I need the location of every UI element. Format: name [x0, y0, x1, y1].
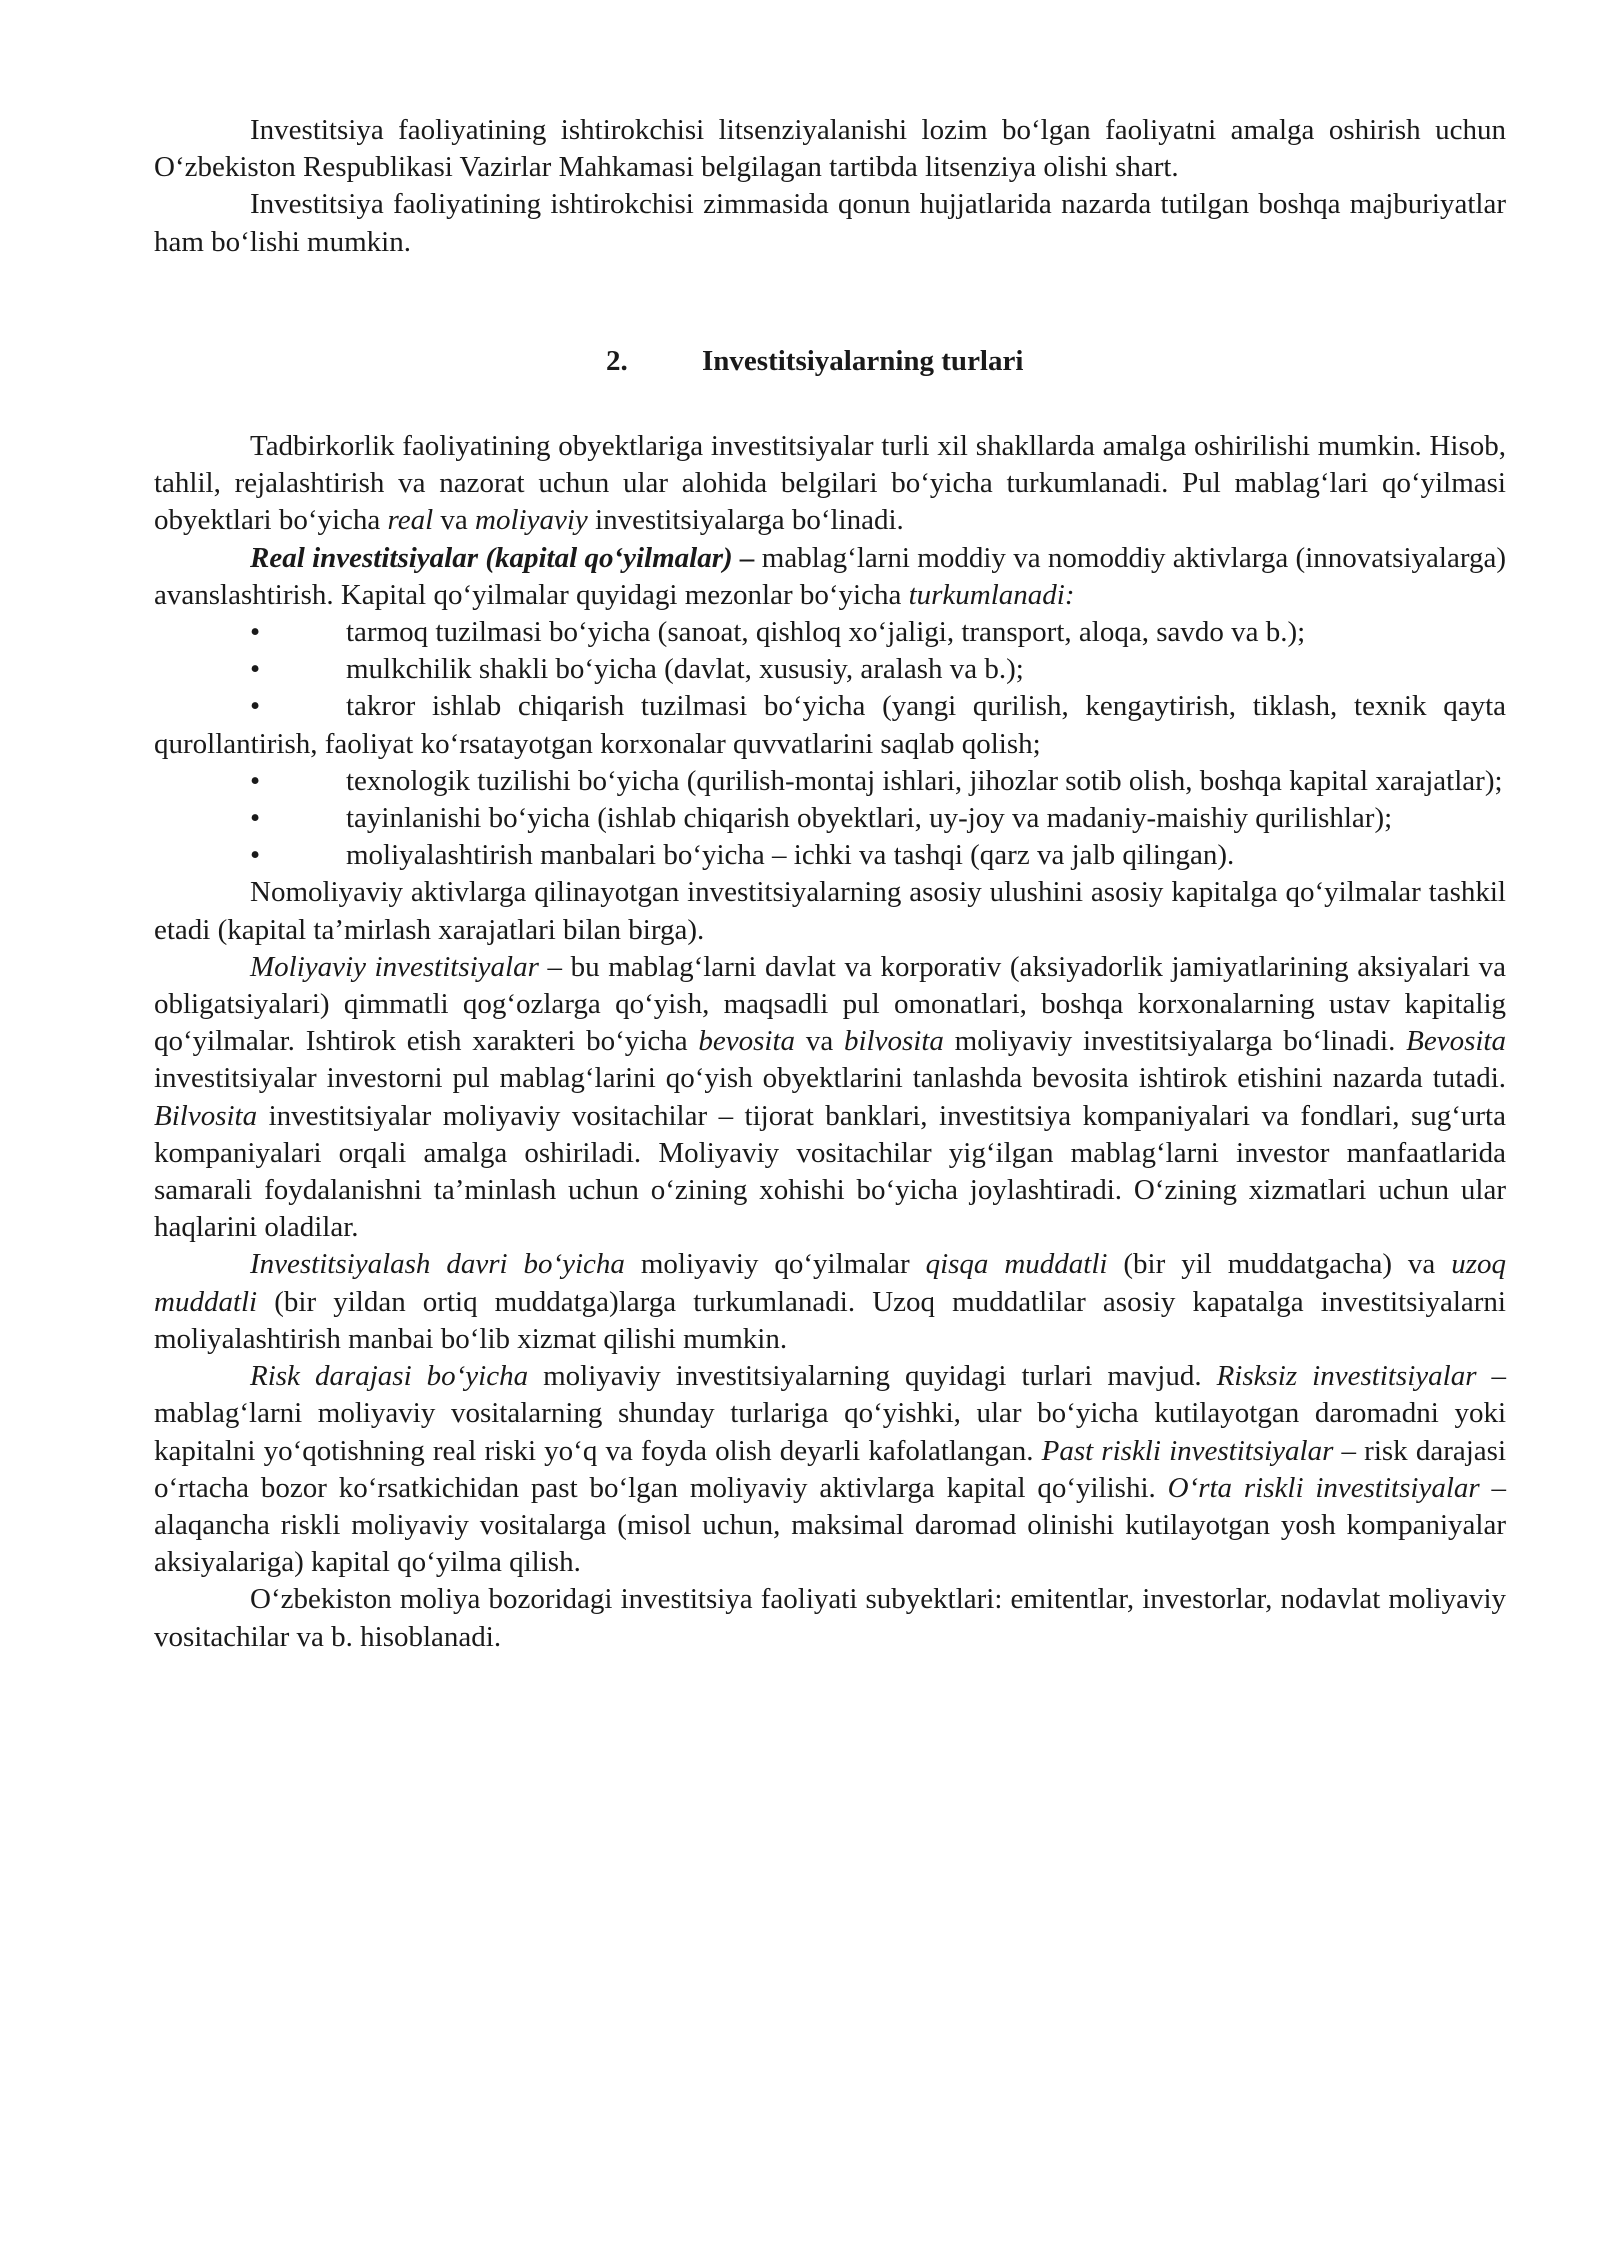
text-span: (bir yil muddatgacha) va	[1107, 1248, 1452, 1281]
paragraph-risk-level	[154, 1358, 1506, 1581]
text-span: investitsiyalar moliyaviy vositachilar – tijorat banklari, investitsiya kompaniyalari va fondlari, sug‘urta kompaniyalari orqali amalga oshiriladi. Moliyaviy vositachilar yig‘ilgan mablag‘larni investor manfaatlarida samarali foydalanishni ta’minlash uchun o‘zining xohishi bo‘yicha joylashtiradi. O‘zining xizmatlari uchun ular haqlarini oladilar.	[154, 1099, 1506, 1244]
text-span: moliyaviy qo‘yilmalar	[624, 1248, 926, 1281]
term-risk-level: Risk darajasi bo‘yicha	[250, 1360, 529, 1393]
list-item-text: moliyalashtirish manbalari bo‘yicha – ichki va tashqi (qarz va jalb qilingan).	[346, 839, 1235, 872]
term-real-investments: Real investitsiyalar (kapital qo‘yilmalar) –	[250, 541, 755, 574]
term-investment-period: Investitsiyalash davri bo‘yicha	[250, 1248, 625, 1281]
term-bevosita-cap: Bevosita	[1406, 1025, 1506, 1058]
section-number: 2.	[606, 344, 628, 377]
document-page	[154, 112, 1506, 1656]
term-moliyaviy: moliyaviy	[475, 504, 588, 537]
bullet-icon: •	[250, 690, 261, 723]
term-bilvosita: bilvosita	[843, 1025, 944, 1058]
term-short-term: qisqa muddatli	[925, 1248, 1108, 1281]
text-span: va	[433, 504, 476, 537]
text-span: moliyaviy investitsiyalarning quyidagi turlari mavjud.	[528, 1360, 1217, 1393]
text-span: mablag‘larni moddiy va nomoddiy aktivlarga (innovatsiyalarga) avanslashtirish. Kapital qo‘yilmalar quyidagi mezonlar bo‘yicha	[154, 541, 1506, 611]
list-item	[154, 614, 1506, 651]
section-heading	[154, 343, 1506, 380]
intro-paragraph-1: Investitsiya faoliyatining ishtirokchisi litsenziyalanishi lozim bo‘lgan faoliyatni amalga oshirish uchun O‘zbekiston Respublikasi Vazirlar Mahkamasi belgilagan tartibda litsenziya olishi shart.	[154, 114, 1506, 184]
list-item-text: tayinlanishi bo‘yicha (ishlab chiqarish obyektlari, uy-joy va madaniy-maishiy qurilishlar);	[346, 802, 1393, 835]
list-item-text: takror ishlab chiqarish tuzilmasi bo‘yicha (yangi qurilish, kengaytirish, tiklash, texnik qayta qurollantirish, faoliyat ko‘rsatayotgan korxonalar quvvatlarini saqlab qolish;	[154, 690, 1506, 760]
term-long-term: uzoq muddatli	[154, 1248, 1506, 1318]
bullet-icon: •	[250, 802, 261, 835]
criteria-list	[154, 614, 1506, 874]
list-item-text: tarmoq tuzilmasi bo‘yicha (sanoat, qishloq xo‘jaligi, transport, aloqa, savdo va b.);	[346, 616, 1306, 649]
paragraph-types	[154, 428, 1506, 540]
term-bilvosita-cap: Bilvosita	[154, 1099, 258, 1132]
term-real: real	[387, 504, 434, 537]
bullet-icon: •	[250, 616, 261, 649]
text-span: Tadbirkorlik faoliyatining obyektlariga investitsiyalar turli xil shakllarda amalga oshirilishi mumkin. Hisob, tahlil, rejalashtirish va nazorat uchun ular alohida belgilari bo‘yicha turkumlanadi. Pul mablag‘lari qo‘yilmasi obyektlari bo‘yicha	[154, 430, 1506, 537]
list-item	[154, 763, 1506, 800]
paragraph-financial-investments	[154, 949, 1506, 1247]
bullet-icon: •	[250, 839, 261, 872]
list-item	[154, 688, 1506, 762]
text-span: va	[795, 1025, 844, 1058]
text-span: moliyaviy investitsiyalarga bo‘linadi.	[943, 1025, 1407, 1058]
text-span: – bu mablag‘larni davlat va korporativ (aksiyadorlik jamiyatlarining aksiyalari va obligatsiyalari) qimmatli qog‘ozlarga qo‘yish, maqsadli pul omonatlari, boshqa korxonalarning ustav kapitalig qo‘yilmalar. Ishtirok etish xarakteri bo‘yicha	[154, 950, 1506, 1058]
text-span: investitsiyalar investorni pul mablag‘larini qo‘yish obyektlarini tanlashda bevosita ishtirok etishini nazarda tutadi.	[154, 1062, 1506, 1095]
list-item-text: mulkchilik shakli bo‘yicha (davlat, xususiy, aralash va b.);	[346, 653, 1024, 686]
paragraph-investment-period	[154, 1246, 1506, 1358]
term-riskless: Risksiz investitsiyalar	[1216, 1360, 1477, 1393]
text-span: – mablag‘larni moliyaviy vositalarning shunday turlariga qo‘yishki, ular bo‘yicha kutilayotgan daromadni yoki kapitalni yo‘qotishning real riski yo‘q va foyda olish deyarli kafolatlangan.	[154, 1360, 1506, 1467]
term-medium-risk: O‘rta riskli investitsiyalar	[1167, 1471, 1480, 1504]
paragraph-nonfinancial: Nomoliyaviy aktivlarga qilinayotgan investitsiyalarning asosiy ulushini asosiy kapitalga qo‘yilmalar tashkil etadi (kapital ta’mirlash xarajatlari bilan birga).	[154, 876, 1506, 946]
section-title: Investitsiyalarning turlari	[702, 344, 1024, 377]
term-turkumlanadi: turkumlanadi:	[908, 578, 1075, 611]
text-span: investitsiyalarga bo‘linadi.	[587, 504, 904, 537]
term-bevosita: bevosita	[698, 1025, 796, 1058]
text-span: (bir yildan ortiq muddatga)larga turkumlanadi. Uzoq muddatlilar asosiy kapatalga investitsiyalarni moliyalashtirish manbai bo‘lib xizmat qilishi mumkin.	[154, 1285, 1506, 1355]
list-item	[154, 800, 1506, 837]
intro-paragraph-2: Investitsiya faoliyatining ishtirokchisi zimmasida qonun hujjatlarida nazarda tutilgan boshqa majburiyatlar ham bo‘lishi mumkin.	[154, 188, 1506, 258]
text-span: – risk darajasi o‘rtacha bozor ko‘rsatkichidan past bo‘lgan moliyaviy aktivlarga kapital qo‘yilishi.	[154, 1434, 1507, 1504]
term-financial-investments: Moliyaviy investitsiyalar	[250, 950, 539, 983]
paragraph-subjects: O‘zbekiston moliya bozoridagi investitsiya faoliyati subyektlari: emitentlar, investorlar, nodavlat moliyaviy vositachilar va b. hisoblanadi.	[154, 1583, 1506, 1653]
bullet-icon: •	[250, 764, 261, 797]
list-item	[154, 837, 1506, 874]
text-span: – alaqancha riskli moliyaviy vositalarga (misol uchun, maksimal daromad olinishi kutilayotgan yosh kompaniyalar aksiyalariga) kapital qo‘yilma qilish.	[154, 1471, 1507, 1579]
paragraph-real-investments	[154, 540, 1506, 614]
list-item-text: texnologik tuzilishi bo‘yicha (qurilish-montaj ishlari, jihozlar sotib olish, boshqa kapital xarajatlar);	[346, 764, 1503, 797]
term-low-risk: Past riskli investitsiyalar	[1041, 1434, 1334, 1467]
list-item	[154, 651, 1506, 688]
bullet-icon: •	[250, 653, 261, 686]
